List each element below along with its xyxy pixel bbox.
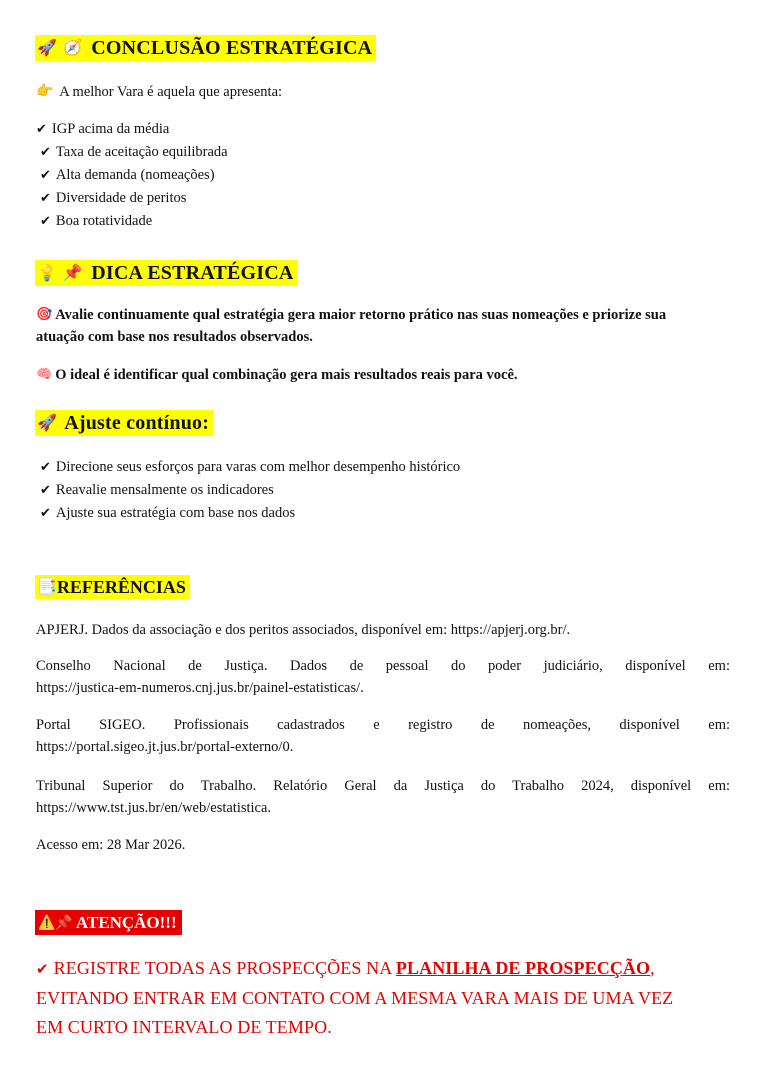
list-item-text: Taxa de aceitação equilibrada (55, 144, 228, 160)
list-item (40, 502, 460, 525)
attention-line3: EM CURTO INTERVALO DE TEMPO. (36, 1017, 332, 1037)
prospection-sheet-link[interactable]: PLANILHA DE PROSPECÇÃO (395, 958, 651, 978)
conclusion-title: CONCLUSÃO ESTRATÉGICA (91, 37, 373, 59)
lightbulb-pin-icon: 💡 📌 (37, 263, 84, 282)
checkmark-icon: ✔ (40, 460, 51, 475)
reference-line: Portal SIGEO. Profissionais cadastrados e registro de nomeações, disponível em: (36, 717, 730, 733)
list-item (36, 210, 228, 233)
list-item-text: Ajuste sua estratégia com base nos dados (55, 505, 296, 521)
checkmark-icon: ✔ (40, 168, 51, 183)
list-item-text: Alta demanda (nomeações) (55, 167, 215, 183)
tip-p2-text: O ideal é identificar qual combinação gera mais resultados reais para você. (55, 367, 518, 383)
tip-paragraph-2 (36, 364, 518, 386)
tip-p1-line2: atuação com base nos resultados observados. (36, 329, 313, 345)
checkmark-icon: ✔ (40, 506, 51, 521)
attention-line2: EVITANDO ENTRAR EM CONTATO COM A MESMA VARA MAIS DE UMA VEZ (36, 988, 674, 1008)
brain-icon: 🧠 (36, 367, 53, 382)
rocket-icon: 🚀 (37, 413, 58, 432)
list-item-text: Direcione seus esforços para varas com melhor desempenho histórico (55, 459, 461, 475)
rocket-compass-icon: 🚀 🧭 (37, 38, 84, 57)
conclusion-intro-text: A melhor Vara é aquela que apresenta: (59, 84, 283, 100)
checkmark-icon: ✔ (36, 122, 47, 137)
tip-title: DICA ESTRATÉGICA (91, 262, 294, 284)
reference-entry (36, 655, 730, 699)
reference-link[interactable]: https://www.tst.jus.br/en/web/estatistica. (36, 800, 272, 816)
checkmark-icon: ✔ (40, 145, 51, 160)
list-item-text: Diversidade de peritos (55, 190, 187, 206)
references-heading (35, 575, 190, 599)
warning-pin-icon: ⚠️📌 (38, 915, 73, 931)
checkmark-icon: ✔ (40, 483, 51, 498)
list-item (36, 118, 228, 141)
conclusion-list (36, 118, 228, 233)
list-item-text: Reavalie mensalmente os indicadores (55, 482, 274, 498)
list-item (36, 164, 228, 187)
adjust-heading (35, 410, 213, 436)
list-item (36, 141, 228, 164)
attention-line1-punct: , (650, 958, 655, 978)
access-date (36, 834, 730, 856)
reference-link[interactable]: https://justica-em-numeros.cnj.jus.br/painel-estatisticas/. (36, 680, 364, 696)
list-item-text: IGP acima da média (51, 121, 170, 137)
checkmark-icon: ✔ (40, 191, 51, 206)
list-item-text: Boa rotatividade (55, 213, 153, 229)
reference-entry (36, 714, 730, 758)
attention-text (36, 954, 736, 1042)
adjust-title: Ajuste contínuo: (64, 412, 210, 434)
reference-line: Conselho Nacional de Justiça. Dados de pessoal do poder judiciário, disponível em: (36, 658, 730, 674)
reference-line: Tribunal Superior do Trabalho. Relatório Geral da Justiça do Trabalho 2024, disponível em: (36, 778, 730, 794)
list-item (36, 187, 228, 210)
tip-paragraph-1 (36, 304, 666, 348)
bookmark-tabs-icon: 📑 (37, 577, 57, 596)
list-item (40, 479, 460, 502)
pointing-hand-icon: 👉 (36, 83, 54, 99)
reference-entry (36, 619, 730, 641)
checkmark-icon: ✔ (40, 214, 51, 229)
attention-heading (35, 910, 182, 935)
reference-line: APJERJ. Dados da associação e dos peritos associados, disponível em: https://apjerj.org.br/. (36, 622, 571, 638)
target-icon: 🎯 (36, 307, 53, 322)
list-item (40, 456, 460, 479)
references-title: REFERÊNCIAS (56, 577, 186, 597)
reference-entry (36, 775, 730, 819)
tip-p1-line1: Avalie continuamente qual estratégia gera maior retorno prático nas suas nomeações e priorize sua (55, 307, 667, 323)
reference-link[interactable]: https://portal.sigeo.jt.jus.br/portal-externo/0. (36, 739, 294, 755)
checkmark-icon: ✔ (36, 960, 49, 978)
tip-heading (35, 260, 298, 286)
conclusion-heading (35, 35, 376, 61)
attention-line1: REGISTRE TODAS AS PROSPECÇÕES NA (53, 958, 392, 978)
access-date-text: Acesso em: 28 Mar 2026. (36, 837, 186, 853)
adjust-list (40, 456, 460, 525)
conclusion-intro (36, 80, 282, 103)
attention-title: ATENÇÃO!!! (75, 913, 177, 932)
